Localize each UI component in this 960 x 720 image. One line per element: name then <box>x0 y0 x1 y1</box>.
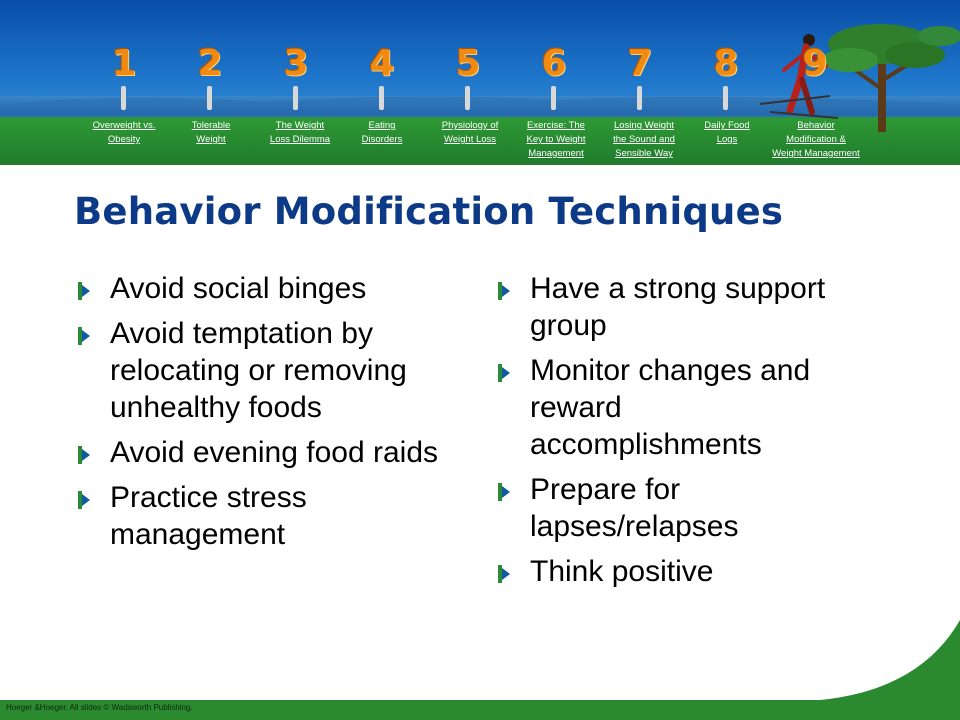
nav-pole-7 <box>637 86 642 110</box>
bullet-arrow-icon <box>78 446 90 464</box>
bullet-item <box>76 479 446 553</box>
nav-pole-1 <box>121 86 126 110</box>
bullet-arrow-icon <box>498 364 510 382</box>
nav-link-losing-weight[interactable]: Losing Weight the Sound and Sensible Way <box>613 120 675 159</box>
nav-link-weight-loss-dilemma[interactable]: The Weight Loss Dilemma <box>269 120 331 145</box>
bullet-text: Monitor changes and reward accomplishments <box>530 354 811 461</box>
nav-number-7[interactable]: 7 <box>627 43 653 84</box>
footer-swoosh <box>0 560 960 720</box>
bullet-text: Avoid evening food raids <box>110 436 439 469</box>
nav-number-1[interactable]: 1 <box>111 43 137 84</box>
bullet-text: Avoid temptation by relocating or removing unhealthy foods <box>110 317 407 424</box>
bullet-text: Think positive <box>530 555 714 588</box>
bullet-text: Avoid social binges <box>110 272 367 305</box>
nav-number-3[interactable]: 3 <box>283 43 309 84</box>
nav-pole-6 <box>551 86 556 110</box>
nav-link-daily-food-logs[interactable]: Daily Food Logs <box>704 120 750 145</box>
nav-link-tolerable-weight[interactable]: Tolerable Weight <box>191 120 231 145</box>
nav-number-8[interactable]: 8 <box>713 43 739 84</box>
nav-link-overweight-vs-obesity[interactable]: Overweight vs. Obesity <box>92 120 156 145</box>
nav-link-eating-disorders[interactable]: Eating Disorders <box>361 120 403 145</box>
header-banner <box>0 0 960 165</box>
bullet-item <box>496 352 856 463</box>
bullet-arrow-icon <box>78 282 90 300</box>
bullet-arrow-icon <box>498 483 510 501</box>
bullet-text: Practice stress management <box>110 481 307 551</box>
bullet-item <box>496 270 856 344</box>
bullet-text: Have a strong support group <box>530 272 826 342</box>
nav-pole-3 <box>293 86 298 110</box>
nav-number-5[interactable]: 5 <box>455 43 481 84</box>
nav-pole-4 <box>379 86 384 110</box>
nav-pole-5 <box>465 86 470 110</box>
bullet-item <box>76 434 446 471</box>
footer-credit: Hoeger &Hoeger. All slides © Wadsworth Publishing. <box>6 703 193 712</box>
nav-number-4[interactable]: 4 <box>369 43 395 84</box>
nav-number-2[interactable]: 2 <box>197 43 223 84</box>
bullet-item <box>76 315 446 426</box>
nav-pole-2 <box>207 86 212 110</box>
slide-title: Behavior Modification Techniques <box>74 190 784 233</box>
nav-number-9[interactable]: 9 <box>802 43 828 84</box>
nav-number-6[interactable]: 6 <box>541 43 567 84</box>
nav-link-behavior-modification[interactable]: Behavior Modification & Weight Management <box>772 120 860 159</box>
nav-link-exercise-key[interactable]: Exercise: The Key to Weight Management <box>526 120 586 159</box>
nav-link-physiology-weight-loss[interactable]: Physiology of Weight Loss <box>441 120 499 145</box>
bullet-item <box>76 270 446 307</box>
bullet-list-right <box>496 270 856 598</box>
bullet-arrow-icon <box>498 282 510 300</box>
bullet-arrow-icon <box>78 491 90 509</box>
bullet-text: Prepare for lapses/relapses <box>530 473 739 543</box>
bullet-list-left <box>76 270 446 561</box>
bullet-item <box>496 471 856 545</box>
nav-pole-8 <box>723 86 728 110</box>
bullet-arrow-icon <box>78 327 90 345</box>
